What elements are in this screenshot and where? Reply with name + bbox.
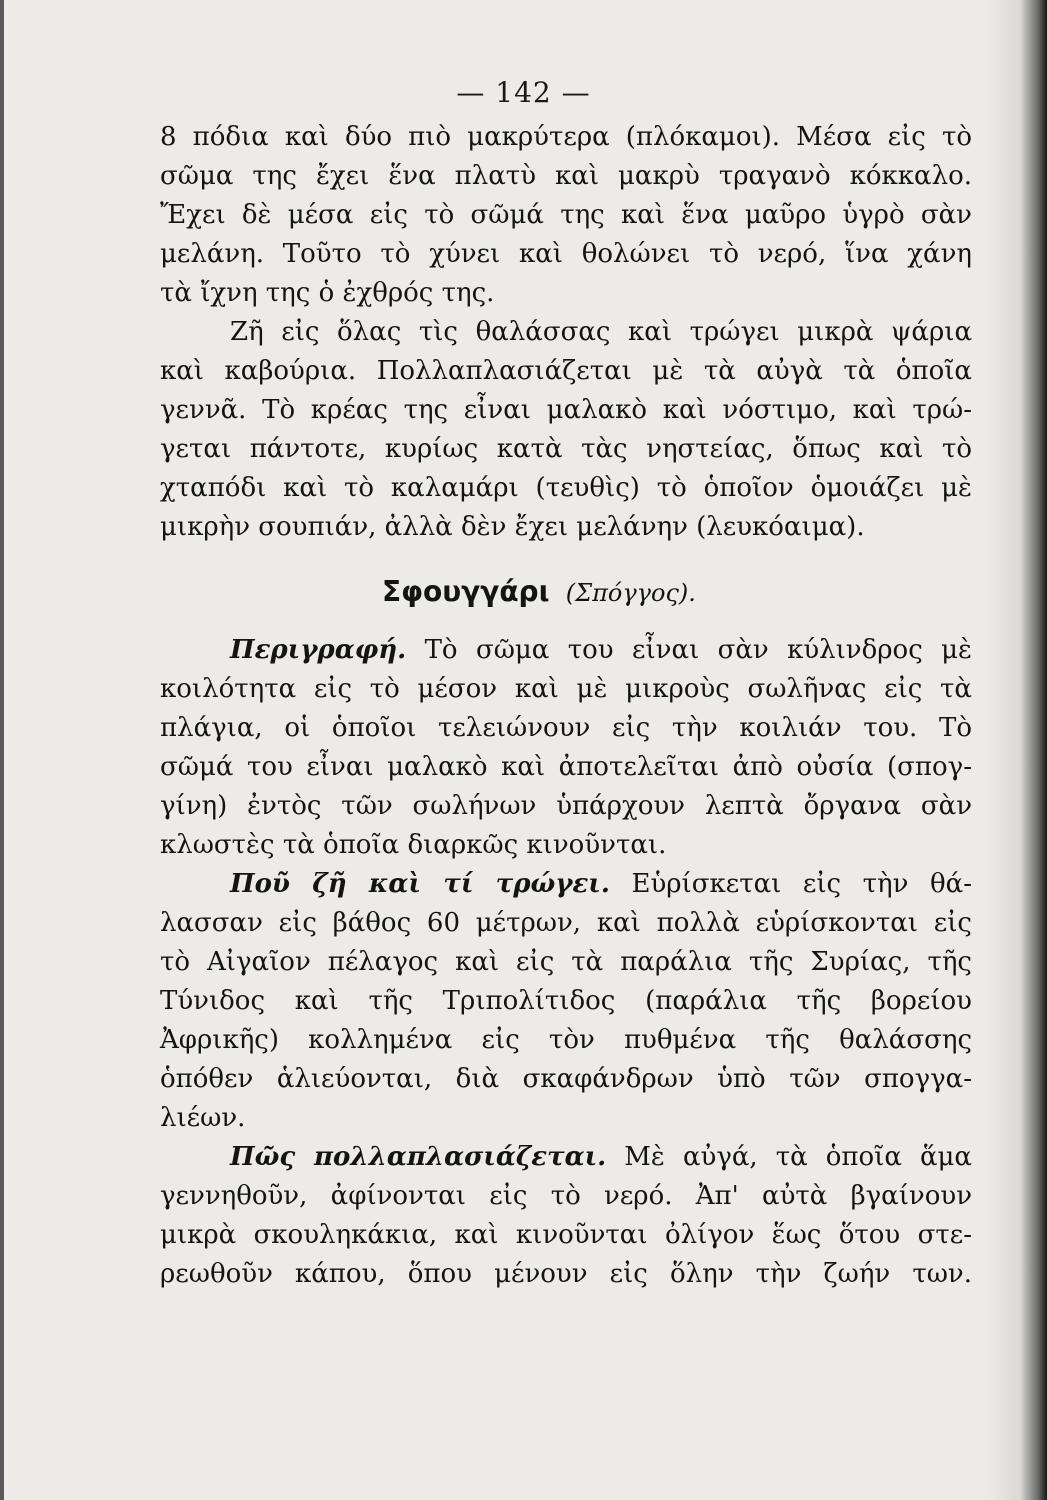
- text-line: Ζῆ εἰς ὅλας τὶς θαλάσσας καὶ τρώγει μικρὰ ψάρια: [230, 317, 972, 347]
- text-line: 8 πόδια καὶ δύο πιὸ μακρύτερα (πλόκαμοι). Μέσα εἰς τὸ: [160, 122, 972, 152]
- paragraph-where-lives: [160, 865, 972, 1138]
- text-line: γεται πάντοτε, κυρίως κατὰ τὰς νηστείας, ὅπως καὶ τὸ: [160, 434, 972, 464]
- page-number: — 142 —: [456, 76, 591, 109]
- section-heading: [160, 553, 972, 631]
- text-line: σῶμα της ἔχει ἕνα πλατὺ καὶ μακρὺ τραγανὸ κόκκαλο.: [160, 161, 972, 191]
- text-line: γεννᾶ. Τὸ κρέας της εἶναι μαλακὸ καὶ νόστιμο, καὶ τρώ-: [160, 395, 972, 425]
- text-line: γεννηθοῦν, ἀφίνονται εἰς τὸ νερό. Ἀπ' αὐτὰ βγαίνουν: [160, 1181, 972, 1211]
- section-title: Σφουγγάρι: [382, 575, 550, 608]
- line-rest: Τὸ σῶμα του εἶναι σὰν κύλινδρος μὲ: [406, 635, 972, 665]
- text-line: χταπόδι καὶ τὸ καλαμάρι (τευθὶς) τὸ ὁποῖον ὁμοιάζει μὲ: [160, 473, 972, 503]
- paragraph-habitat: [160, 313, 972, 547]
- text-line: μικρὴν σουπιάν, ἀλλὰ δὲν ἔχει μελάνην (λευκόαιμα).: [160, 512, 865, 542]
- text-line: κλωστὲς τὰ ὁποῖα διαρκῶς κινοῦνται.: [160, 830, 667, 860]
- text-line: ρεωθοῦν κάπου, ὅπου μένουν εἰς ὅλην τὴν ζωήν των.: [160, 1259, 972, 1289]
- paragraph-lead: Περιγραφή.: [230, 635, 407, 665]
- paragraph-description: [160, 631, 972, 865]
- text-line: καὶ καβούρια. Πολλαπλασιάζεται μὲ τὰ αὐγὰ τὰ ὁποῖα: [160, 356, 972, 386]
- text-line: λιέων.: [160, 1103, 246, 1133]
- text-line: μικρὰ σκουληκάκια, καὶ κινοῦνται ὀλίγον ἕως ὅτου στε-: [160, 1220, 972, 1250]
- paragraph-octopus-body: [160, 118, 972, 313]
- text-line: λασσαν εἰς βάθος 60 μέτρων, καὶ πολλὰ εὑρίσκονται εἰς: [160, 908, 972, 938]
- text-line: πλάγια, οἱ ὁποῖοι τελειώνουν εἰς τὴν κοιλιάν του. Τὸ: [160, 713, 972, 743]
- text-line: κοιλότητα εἰς τὸ μέσον καὶ μὲ μικροὺς σωλῆνας εἰς τὰ: [160, 674, 972, 704]
- text-line: τὸ Αἰγαῖον πέλαγος καὶ εἰς τὰ παράλια τῆς Συρίας, τῆς: [160, 947, 972, 977]
- section-subtitle: (Σπόγγος).: [565, 579, 696, 607]
- page-left-edge: [0, 0, 4, 1500]
- text-line: [160, 865, 972, 904]
- text-line: Τύνιδος καὶ τῆς Τριπολίτιδος (παράλια τῆς βορείου: [160, 986, 972, 1016]
- text-line: Ἔχει δὲ μέσα εἰς τὸ σῶμά της καὶ ἕνα μαῦρο ὑγρὸ σὰν: [160, 200, 972, 230]
- text-line: μελάνη. Τοῦτο τὸ χύνει καὶ θολώνει τὸ νερό, ἵνα χάνη: [160, 239, 972, 269]
- line-rest: Μὲ αὐγά, τὰ ὁποῖα ἅμα: [606, 1142, 972, 1172]
- paragraph-reproduction: [160, 1138, 972, 1294]
- body-text: [160, 118, 972, 1294]
- binding-shadow: [987, 0, 1047, 1500]
- text-line: Ἀφρικῆς) κολλημένα εἰς τὸν πυθμένα τῆς θαλάσσης: [160, 1025, 972, 1055]
- text-line: ὁπόθεν ἁλιεύονται, διὰ σκαφάνδρων ὑπὸ τῶν σπογγα-: [160, 1064, 972, 1094]
- line-rest: Εὑρίσκεται εἰς τὴν θά-: [609, 869, 972, 899]
- text-line: τὰ ἴχνη της ὁ ἐχθρός της.: [160, 278, 495, 308]
- text-line: [160, 631, 972, 670]
- text-line: [160, 1138, 972, 1177]
- paragraph-lead: Ποῦ ζῆ καὶ τί τρώγει.: [230, 869, 610, 899]
- text-line: γίνη) ἐντὸς τῶν σωλήνων ὑπάρχουν λεπτὰ ὄργανα σὰν: [160, 791, 972, 821]
- paragraph-lead: Πῶς πολλαπλασιάζεται.: [230, 1142, 607, 1172]
- text-line: σῶμά του εἶναι μαλακὸ καὶ ἀποτελεῖται ἀπὸ οὐσία (σπογ-: [160, 752, 972, 782]
